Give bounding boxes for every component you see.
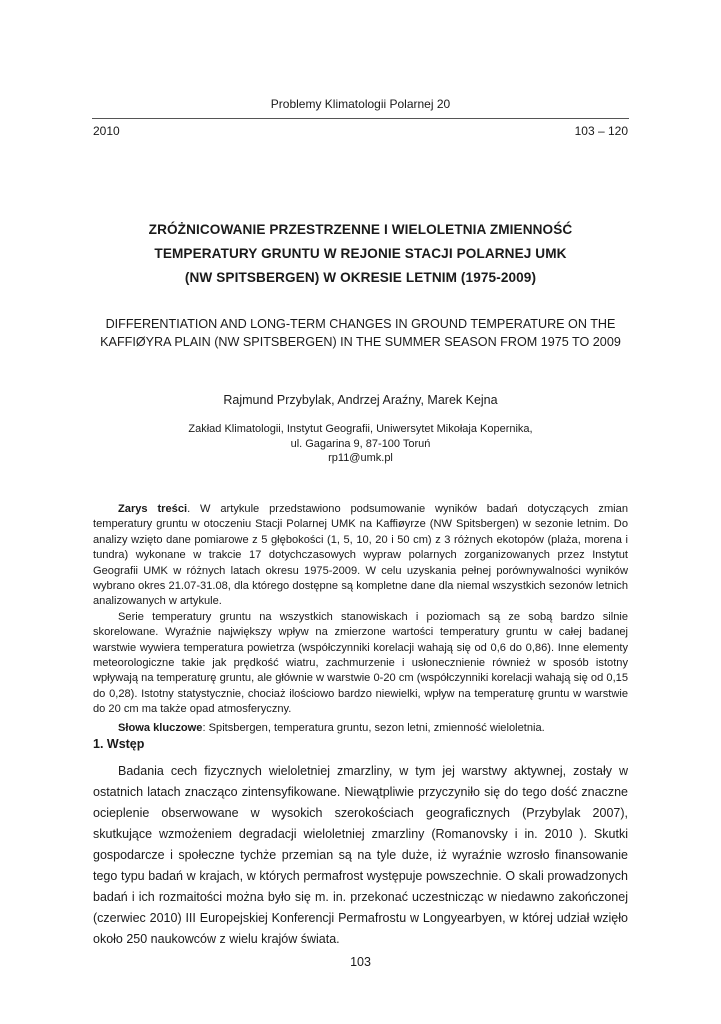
abstract-paragraph-2: Serie temperatury gruntu na wszystkich stanowiskach i poziomach są ze sobą bardzo silnie skorelowane. Wyraźnie największy wpływ na zmierzone wartości temperatury gruntu w całej badanej warstwie wywiera temperatura powietrza (współczynniki korelacji wahają się od 0,6 do 0,86). Inne elementy meteorologiczne takie jak prędkość wiatru, zachmurzenie i usłonecznienie również w sposób istotny wpływają na temperaturę gruntu, ale głównie w warstwie 0-20 cm (współczynniki korelacji wahają się od 0,15 do 0,28). Istotny statystycznie, chociaż ilościowo bardzo niewielki, wpływ na temperaturę gruntu w warstwie do 20 cm ma także opad atmosferyczny.: [93, 610, 628, 716]
title-polish-line: ZRÓŻNICOWANIE PRZESTRZENNE I WIELOLETNIA ZMIENNOŚĆ: [148, 222, 573, 237]
section-body: [93, 761, 628, 950]
title-polish-line: (NW SPITSBERGEN) W OKRESIE LETNIM (1975-2009): [184, 270, 537, 285]
page-number: 103: [350, 955, 371, 969]
affiliation-line: Zakład Klimatologii, Instytut Geografii, Uniwersytet Mikołaja Kopernika,: [188, 423, 533, 435]
title-polish: [80, 218, 641, 290]
affiliation: [0, 422, 721, 466]
page-range: 103 – 120: [574, 124, 628, 138]
abstract-label: Zarys treści: [118, 503, 188, 515]
keywords-label: Słowa kluczowe: [118, 721, 203, 734]
keywords: [93, 721, 628, 736]
affiliation-email: rp11@umk.pl: [328, 452, 393, 464]
abstract: [93, 502, 628, 736]
abstract-text: . W artykule przedstawiono podsumowanie wyników badań dotyczących zmian temperatury gruntu w otoczeniu Stacji Polarnej UMK na Kaffiøyrze (NW Spitsbergen) w sezonie letnim. Do analizy wzięto dane pomiarowe z 5 głębokości (1, 5, 10, 20 i 50 cm) z 3 różnych ekotopów (plaża, morena i tundra) wykonane w trakcie 17 dotychczasowych wypraw polarnych zorganizowanych przez Instytut Geografii UMK w różnych latach okresu 1975-2009. W celu uzyskania pełnej porównywalności wyników wybrano okres 21.07-31.08, dla którego dostępne są kompletne dane dla niemal wszystkich sezonów letnich analizowanych w artykule.: [93, 503, 628, 608]
title-english-line: KAFFIØYRA PLAIN (NW SPITSBERGEN) IN THE SUMMER SEASON FROM 1975 TO 2009: [100, 335, 621, 349]
body-paragraph: Badania cech fizycznych wieloletniej zmarzliny, w tym jej warstwy aktywnej, zostały w ostatnich latach znacząco zintensyfikowane. Niewątpliwie przyczyniło się do tego dość znaczne ocieplenie obserwowane w wysokich szerokościach geograficznych (Przybylak 2007), skutkujące wzmożeniem degradacji wieloletniej zmarzliny (Romanovsky i in. 2010 ). Skutki gospodarcze i społeczne tychże przemian są na tyle duże, iż wyraźnie wzrosło finansowanie tego typu badań w krajach, w których permafrost występuje powszechnie. O skali prowadzonych badań i ich rozmaitości można było się m. in. przekonać uczestnicząc w niedawno zakończonej (czerwiec 2010) III Europejskiej Konferencji Permafrostu w Longyearbyen, w której udział wzięło około 250 naukowców z wielu krajów świata.: [93, 764, 628, 946]
affiliation-line: ul. Gagarina 9, 87-100 Toruń: [290, 437, 431, 450]
title-english: [80, 315, 641, 351]
section-heading: 1. Wstęp: [93, 737, 145, 751]
keywords-text: : Spitsbergen, temperatura gruntu, sezon letni, zmienność wieloletnia.: [202, 721, 545, 734]
title-polish-line: TEMPERATURY GRUNTU W REJONIE STACJI POLARNEJ UMK: [154, 246, 567, 261]
authors: Rajmund Przybylak, Andrzej Araźny, Marek Kejna: [223, 393, 498, 407]
issue-year: 2010: [93, 124, 120, 138]
abstract-paragraph-1: [93, 502, 628, 610]
journal-name: Problemy Klimatologii Polarnej 20: [270, 97, 451, 111]
header-rule: [92, 118, 629, 119]
title-english-line: DIFFERENTIATION AND LONG-TERM CHANGES IN GROUND TEMPERATURE ON THE: [105, 317, 616, 331]
